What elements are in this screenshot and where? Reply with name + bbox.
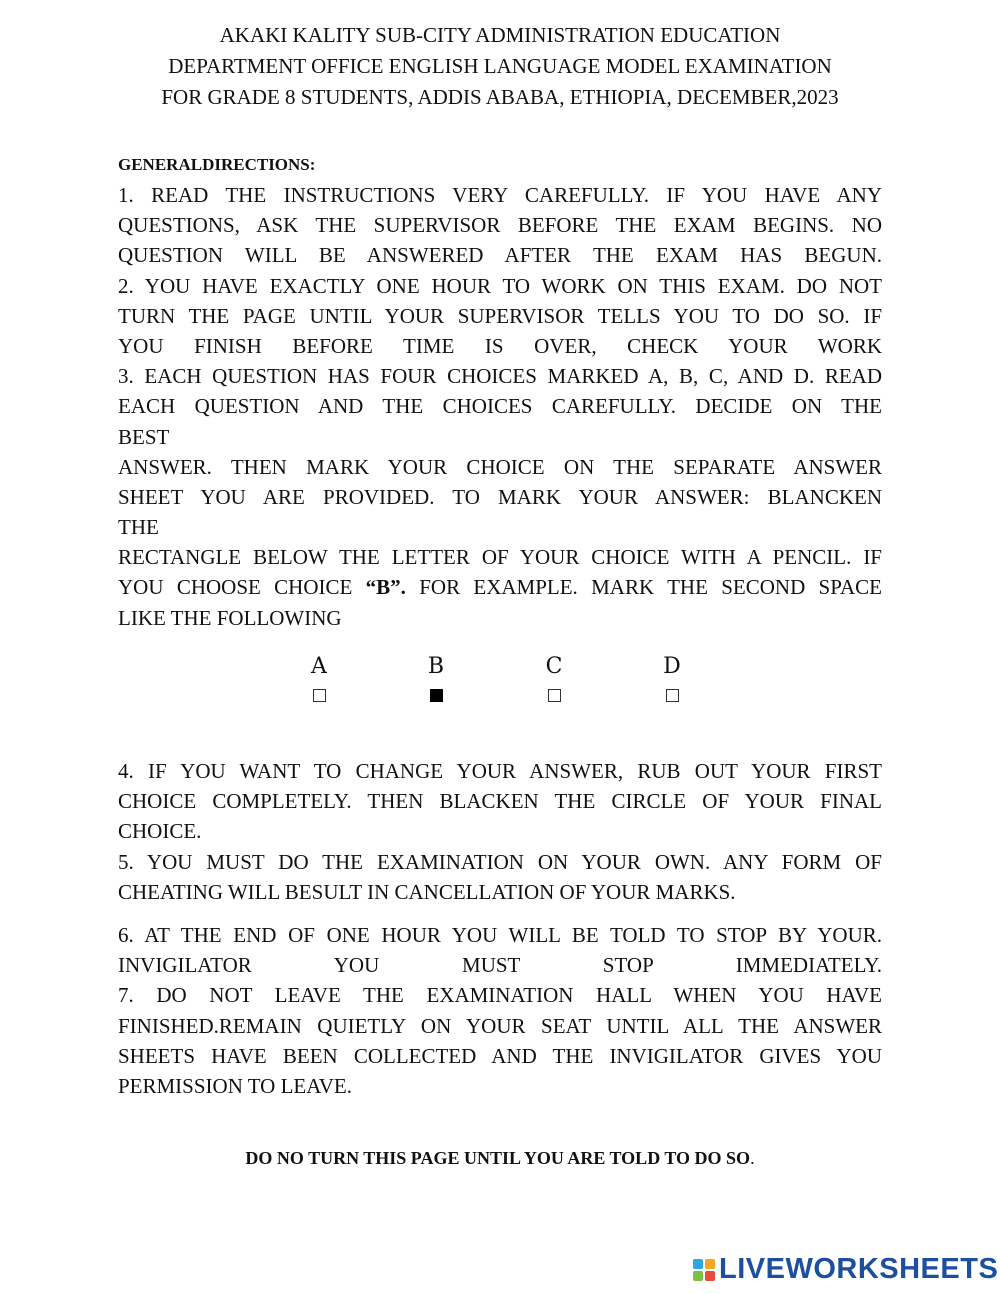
answer-box <box>430 689 443 702</box>
answer-box <box>548 689 561 702</box>
option-b <box>421 654 451 702</box>
option-letter: A <box>311 654 327 679</box>
option-letter: D <box>663 654 681 679</box>
footer-text: DO NO TURN THIS PAGE UNTIL YOU ARE TOLD TO DO SO <box>245 1148 751 1168</box>
body-line: SHEETS HAVE BEEN COLLECTED AND THE INVIGILATOR GIVES YOU <box>118 1043 882 1068</box>
body-line: 3. EACH QUESTION HAS FOUR CHOICES MARKED A, B, C, AND D. READ <box>118 364 882 389</box>
title-line-2: DEPARTMENT OFFICE ENGLISH LANGUAGE MODEL EXAMINATION <box>168 54 832 78</box>
option-d <box>657 654 687 702</box>
body-line: ANSWER. THEN MARK YOUR CHOICE ON THE SEPARATE ANSWER <box>118 454 882 479</box>
logo-square <box>693 1271 703 1281</box>
body-line: QUESTION WILL BE ANSWERED AFTER THE EXAM HAS BEGUN. <box>118 243 882 268</box>
body-line: 5. YOU MUST DO THE EXAMINATION ON YOUR OWN. ANY FORM OF <box>118 849 882 874</box>
footer-notice <box>0 1148 1000 1169</box>
directions-block-c <box>118 920 882 1101</box>
option-letter: B <box>427 654 445 679</box>
body-line: FINISHED.REMAIN QUIETLY ON YOUR SEAT UNTIL ALL THE ANSWER <box>118 1013 882 1038</box>
body-line: INVIGILATOR YOU MUST STOP IMMEDIATELY. <box>118 953 882 978</box>
title-line-3: FOR GRADE 8 STUDENTS, ADDIS ABABA, ETHIOPIA, DECEMBER,2023 <box>161 85 839 109</box>
title-line-1: AKAKI KALITY SUB-CITY ADMINISTRATION EDUCATION <box>219 23 781 47</box>
body-line: CHEATING WILL BESULT IN CANCELLATION OF YOUR MARKS. <box>118 879 736 904</box>
body-line: THE <box>118 515 159 540</box>
example-after: FOR EXAMPLE. MARK THE SECOND SPACE <box>405 575 882 600</box>
body-line: PERMISSION TO LEAVE. <box>118 1073 352 1098</box>
body-line: EACH QUESTION AND THE CHOICES CAREFULLY. DECIDE ON THE <box>118 394 882 419</box>
body-line: 1. READ THE INSTRUCTIONS VERY CAREFULLY. IF YOU HAVE ANY <box>118 183 882 207</box>
logo-square <box>693 1259 703 1269</box>
body-line: LIKE THE FOLLOWING <box>118 605 342 630</box>
body-line: QUESTIONS, ASK THE SUPERVISOR BEFORE THE EXAM BEGINS. NO <box>118 213 882 238</box>
example-before: YOU CHOOSE CHOICE <box>118 575 366 600</box>
body-line: BEST <box>118 424 170 449</box>
body-line: YOU FINISH BEFORE TIME IS OVER, CHECK YOUR WORK <box>118 333 882 358</box>
liveworksheets-logo-icon <box>693 1259 715 1281</box>
directions-block-a <box>118 180 882 633</box>
example-choice: “B”. <box>365 575 406 600</box>
directions-heading: GENERALDIRECTIONS: <box>118 155 316 174</box>
body-line: SHEET YOU ARE PROVIDED. TO MARK YOUR ANSWER: BLANCKEN <box>118 484 882 509</box>
body-line: TURN THE PAGE UNTIL YOUR SUPERVISOR TELLS YOU TO DO SO. IF <box>118 303 882 328</box>
directions-block-b <box>118 756 882 907</box>
body-line: CHOICE COMPLETELY. THEN BLACKEN THE CIRCLE OF YOUR FINAL <box>118 789 882 814</box>
option-a <box>304 654 334 702</box>
body-line: 7. DO NOT LEAVE THE EXAMINATION HALL WHEN YOU HAVE <box>118 983 882 1008</box>
exam-title <box>0 20 1000 113</box>
footer-period: . <box>750 1148 755 1168</box>
body-line: CHOICE. <box>118 819 202 844</box>
body-line: 2. YOU HAVE EXACTLY ONE HOUR TO WORK ON THIS EXAM. DO NOT <box>118 273 882 298</box>
example-line <box>118 572 882 602</box>
liveworksheets-brand <box>693 1253 998 1286</box>
option-letter: C <box>545 654 563 679</box>
answer-box <box>313 689 326 702</box>
body-line: 6. AT THE END OF ONE HOUR YOU WILL BE TOLD TO STOP BY YOUR. <box>118 923 882 947</box>
logo-square <box>705 1259 715 1269</box>
body-line: RECTANGLE BELOW THE LETTER OF YOUR CHOICE WITH A PENCIL. IF <box>118 545 882 570</box>
brand-name: LIVEWORKSHEETS <box>719 1253 999 1285</box>
logo-square <box>705 1271 715 1281</box>
body-line: 4. IF YOU WANT TO CHANGE YOUR ANSWER, RUB OUT YOUR FIRST <box>118 759 882 783</box>
answer-box <box>666 689 679 702</box>
option-c <box>539 654 569 702</box>
